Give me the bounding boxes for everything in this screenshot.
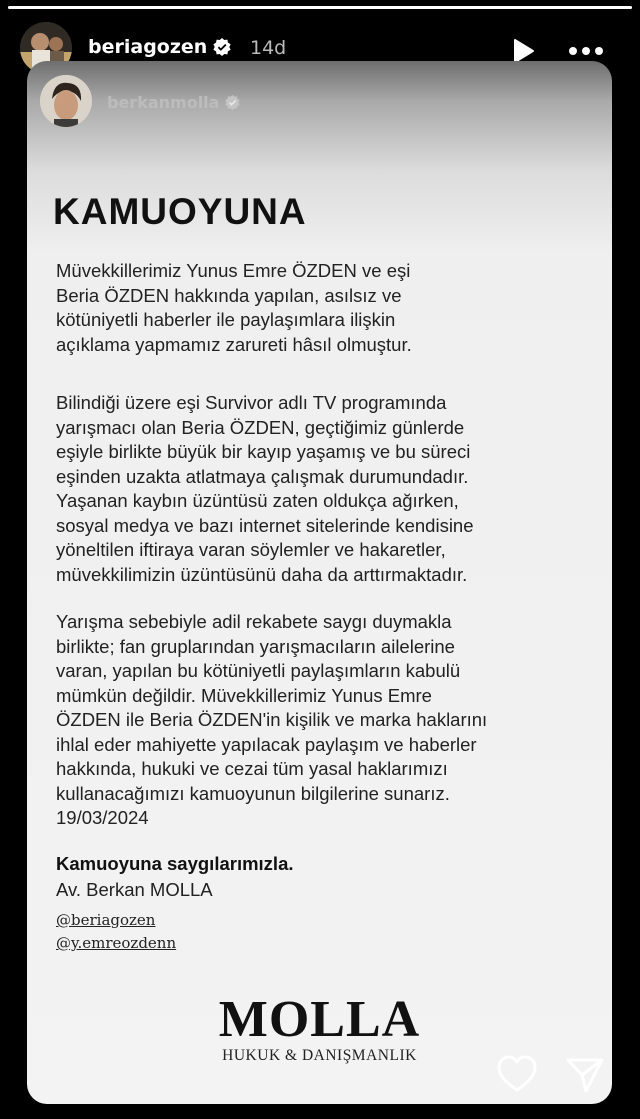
verified-badge-icon [213, 38, 231, 56]
firm-logo-subtitle: HUKUK & DANIŞMANLIK [222, 1047, 417, 1064]
document-title: KAMUOYUNA [53, 191, 307, 232]
verified-badge-icon [225, 95, 240, 110]
shared-post-username-row[interactable] [107, 93, 240, 112]
heart-icon[interactable] [496, 1054, 538, 1094]
document-paragraph-3: Yarışma sebebiyle adil rekabete saygı duymakla birlikte; fan gruplarından yarışmacıların ailelerine varan, yapılan bu kötüniyetli paylaşımların kabulü mümkün değildir. Müvekkillerimiz Yunus Emre ÖZDEN ile Beria ÖZDEN'in kişilik ve marka haklarını ihlal eder mahiyette yapılacak paylaşım ve haberler hakkında, hukuki ve cezai tüm yasal haklarımızı kullanacağımızı kamuoyunun bilgilerine sunarız. 19/03/2024 [56, 611, 488, 828]
firm-logo-name: MOLLA [218, 991, 421, 1048]
mention-link[interactable]: @beriagozen [56, 911, 156, 929]
story-time: 14d [250, 37, 287, 59]
document-closing: Kamuoyuna saygılarımızla. [56, 853, 294, 874]
document-signature: Av. Berkan MOLLA [56, 879, 213, 900]
story-progress-fill [8, 6, 632, 9]
shared-post-avatar[interactable] [40, 75, 92, 127]
story-progress-bar [8, 6, 632, 9]
story-username[interactable]: beriagozen [88, 36, 208, 58]
shared-post-username[interactable]: berkanmolla [107, 93, 220, 112]
send-icon[interactable] [564, 1055, 606, 1095]
shared-post-card[interactable] [27, 61, 612, 1104]
story-username-row[interactable] [88, 36, 231, 58]
mention-link[interactable]: @y.emreozdenn [56, 934, 177, 952]
document-paragraph-2: Bilindiği üzere eşi Survivor adlı TV programında yarışmacı olan Beria ÖZDEN, geçtiğimiz günlerde eşiyle birlikte büyük bir kayıp yaşamış ve bu süreci eşinden uzakta atlatmaya çalışmak durumundadır. Yaşanan kaybın üzüntüsü zaten oldukça ağırken, sosyal medya ve bazı internet sitelerinde kendisine yöneltilen iftiraya varan söylemler ve hakaretler, müvekkilimizin üzüntüsünü daha da arttırmaktadır. [56, 392, 474, 585]
document-paragraph-1: Müvekkillerimiz Yunus Emre ÖZDEN ve eşi Beria ÖZDEN hakkında yapılan, asılsız ve kötüniyetli haberler ile paylaşımlara ilişkin açıklama yapmamız zarureti hâsıl olmuştur. [56, 260, 412, 355]
shared-post-avatar-image [40, 75, 92, 127]
